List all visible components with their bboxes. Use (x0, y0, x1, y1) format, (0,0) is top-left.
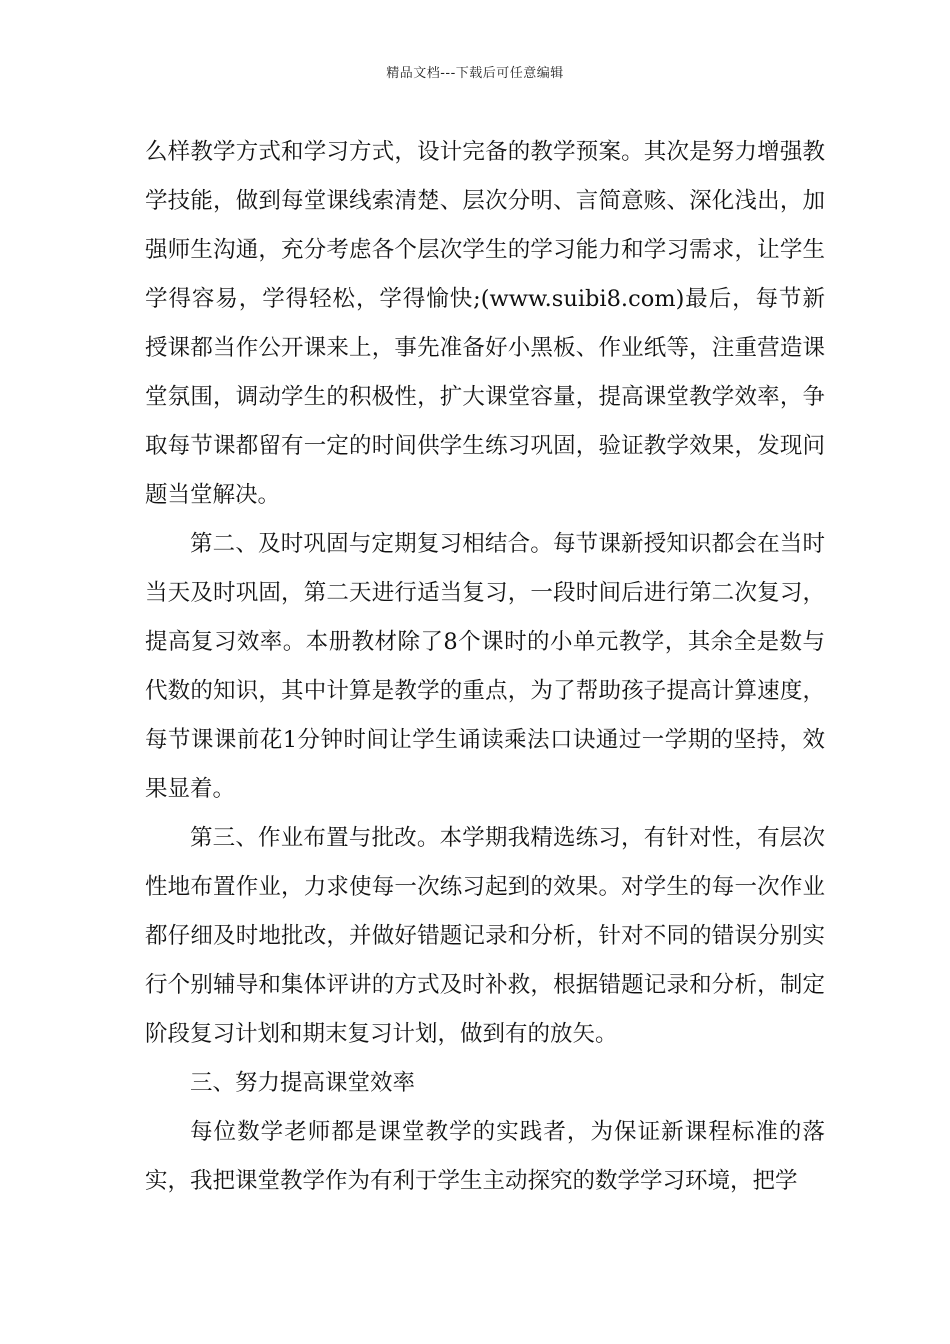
section-heading: 三、努力提高课堂效率 (190, 1070, 416, 1096)
page-header: 精品文档---下载后可任意编辑 (386, 66, 564, 81)
paragraph-continuation: 么样教学方式和学习方式，设计完备的教学预案。其次是努力增强教学技能，做到每堂课线索清楚、层次分明、言简意赅、深化浅出，加强师生沟通，充分考虑各个层次学生的学习能力和学习需求，让学生学得容易，学得轻松，学得愉快;(www.suibi8.com)最后，每节新授课都当作公开课来上，事先准备好小黑板、作业纸等，注重营造课堂氛围，调动学生的积极性，扩大课堂容量，提高课堂教学效率，争取每节课都留有一定的时间供学生练习巩固，验证教学效果，发现问题当堂解决。 (145, 139, 825, 508)
paragraph-classroom: 每位数学老师都是课堂教学的实践者，为保证新课程标准的落实，我把课堂教学作为有利于学生主动探究的数学学习环境，把学 (145, 1119, 825, 1194)
document-body (145, 128, 825, 1206)
paragraph-homework: 第三、作业布置与批改。本学期我精选练习，有针对性，有层次性地布置作业，力求使每一次练习起到的效果。对学生的每一次作业都仔细及时地批改，并做好错题记录和分析，针对不同的错误分别实行个别辅导和集体评讲的方式及时补救，根据错题记录和分析，制定阶段复习计划和期末复习计划，做到有的放矢。 (145, 825, 825, 1047)
paragraph-consolidation-review: 第二、及时巩固与定期复习相结合。每节课新授知识都会在当时当天及时巩固，第二天进行适当复习，一段时间后进行第二次复习，提高复习效率。本册教材除了8个课时的小单元教学，其余全是数与代数的知识，其中计算是教学的重点，为了帮助孩子提高计算速度，每节课课前花1分钟时间让学生诵读乘法口诀通过一学期的坚持，效果显着。 (145, 531, 825, 802)
